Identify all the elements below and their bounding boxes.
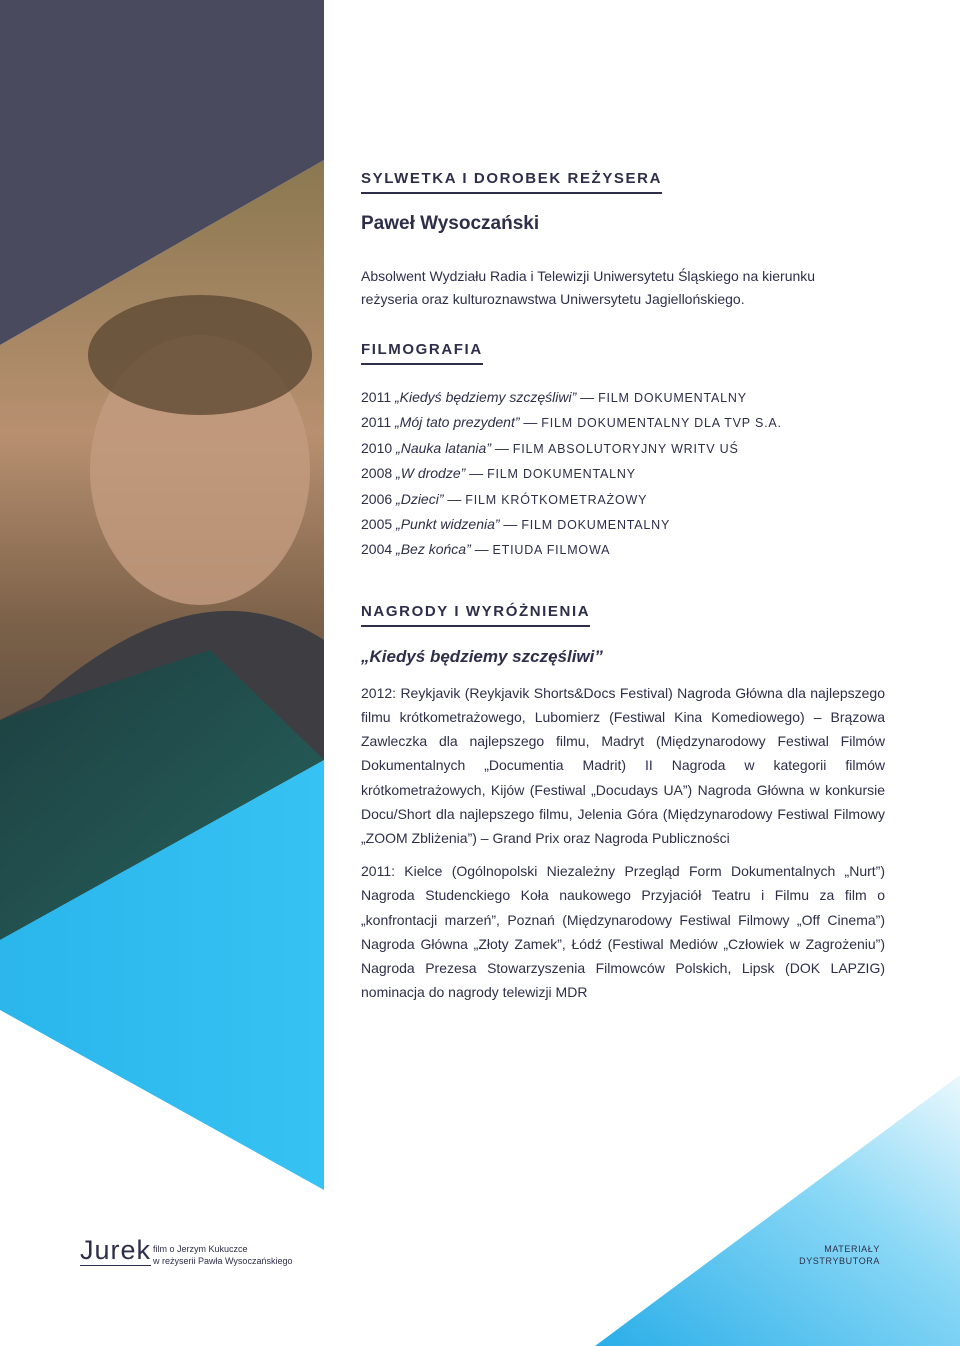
filmography-list	[361, 385, 885, 563]
main-content	[361, 170, 885, 1004]
footer-right-line: DYSTRYBUTORA	[799, 1256, 880, 1266]
filmography-item: 2011 „Kiedyś będziemy szczęśliwi” — FILM DOKUMENTALNY	[361, 389, 747, 405]
filmography-item: 2005 „Punkt widzenia” — FILM DOKUMENTALNY	[361, 516, 671, 533]
filmography-item: 2011 „Mój tato prezydent” — FILM DOKUMENTALNY DLA TVP S.A.	[361, 414, 782, 431]
director-name: Paweł Wysoczański	[361, 213, 540, 234]
filmography-item: 2008 „W drodze” — FILM DOKUMENTALNY	[361, 465, 636, 482]
footer-credit	[153, 1243, 292, 1267]
credit-line: w reżyserii Pawła Wysoczańskiego	[153, 1256, 293, 1266]
filmography-item: 2004 „Bez końca” — ETIUDA FILMOWA	[361, 541, 611, 558]
filmography-item: 2006 „Dzieci” — FILM KRÓTKOMETRAŻOWY	[361, 490, 648, 507]
bio-line: reżyseria oraz kulturoznawstwa Uniwersytetu Jagiellońskiego.	[361, 291, 745, 307]
section-title-filmography: FILMOGRAFIA	[361, 341, 483, 365]
right-blue-shape	[595, 1075, 960, 1346]
bio-line: Absolwent Wydziału Radia i Telewizji Uniwersytetu Śląskiego na kierunku	[361, 268, 816, 284]
awards-2011: 2011: Kielce (Ogólnopolski Niezależny Przegląd Form Dokumentalnych „Nurt”) Nagroda Studenckiego Koła naukowego Przyjaciół Teatru i Filmu za film o „konfrontacji marzeń”, Poznań (Międzynarodowy Festiwal Filmowy „Off Cinema”) Nagroda Główna „Złoty Zamek”, Łódź (Festiwal Mediów „Człowiek w Zagrożeniu”) Nagroda Prezesa Stowarzyszenia Filmowców Polskich, Lipsk (DOK LAPZIG) nominacja do nagrody telewizji MDR	[361, 863, 885, 1001]
director-bio	[361, 265, 885, 311]
jurek-logo: Jurek	[80, 1235, 152, 1265]
footer-right-line: MATERIAŁY	[824, 1244, 880, 1254]
section-title-director: SYLWETKA I DOROBEK REŻYSERA	[361, 170, 662, 194]
awards-2012: 2012: Reykjavik (Reykjavik Shorts&Docs Festival) Nagroda Główna dla najlepszego filmu krótkometrażowego, Lubomierz (Festiwal Kina Komediowego) – Brązowa Zawleczka dla najlepszego filmu, Madryt (Międzynarodowy Festiwal Filmów Dokumentalnych „Documentia Madrit) II Nagroda w kategorii filmów krótkometrażowych, Kijów (Festiwal „Docudays UA”) Nagroda Główna w konkursie Docu/Short dla najlepszego filmu, Jelenia Góra (Międzynarodowy Festiwal Filmowy „ZOOM Zbliżenia”) – Grand Prix oraz Nagroda Publiczności	[361, 684, 885, 847]
award-film-title: „Kiedyś będziemy szczęśliwi”	[361, 646, 603, 666]
distributor-materials	[799, 1243, 880, 1267]
filmography-item: 2010 „Nauka latania” — FILM ABSOLUTORYJNY WRITV UŚ	[361, 439, 739, 456]
section-title-awards: NAGRODY I WYRÓŻNIENIA	[361, 603, 590, 627]
credit-line: film o Jerzym Kukuczce	[153, 1244, 248, 1254]
